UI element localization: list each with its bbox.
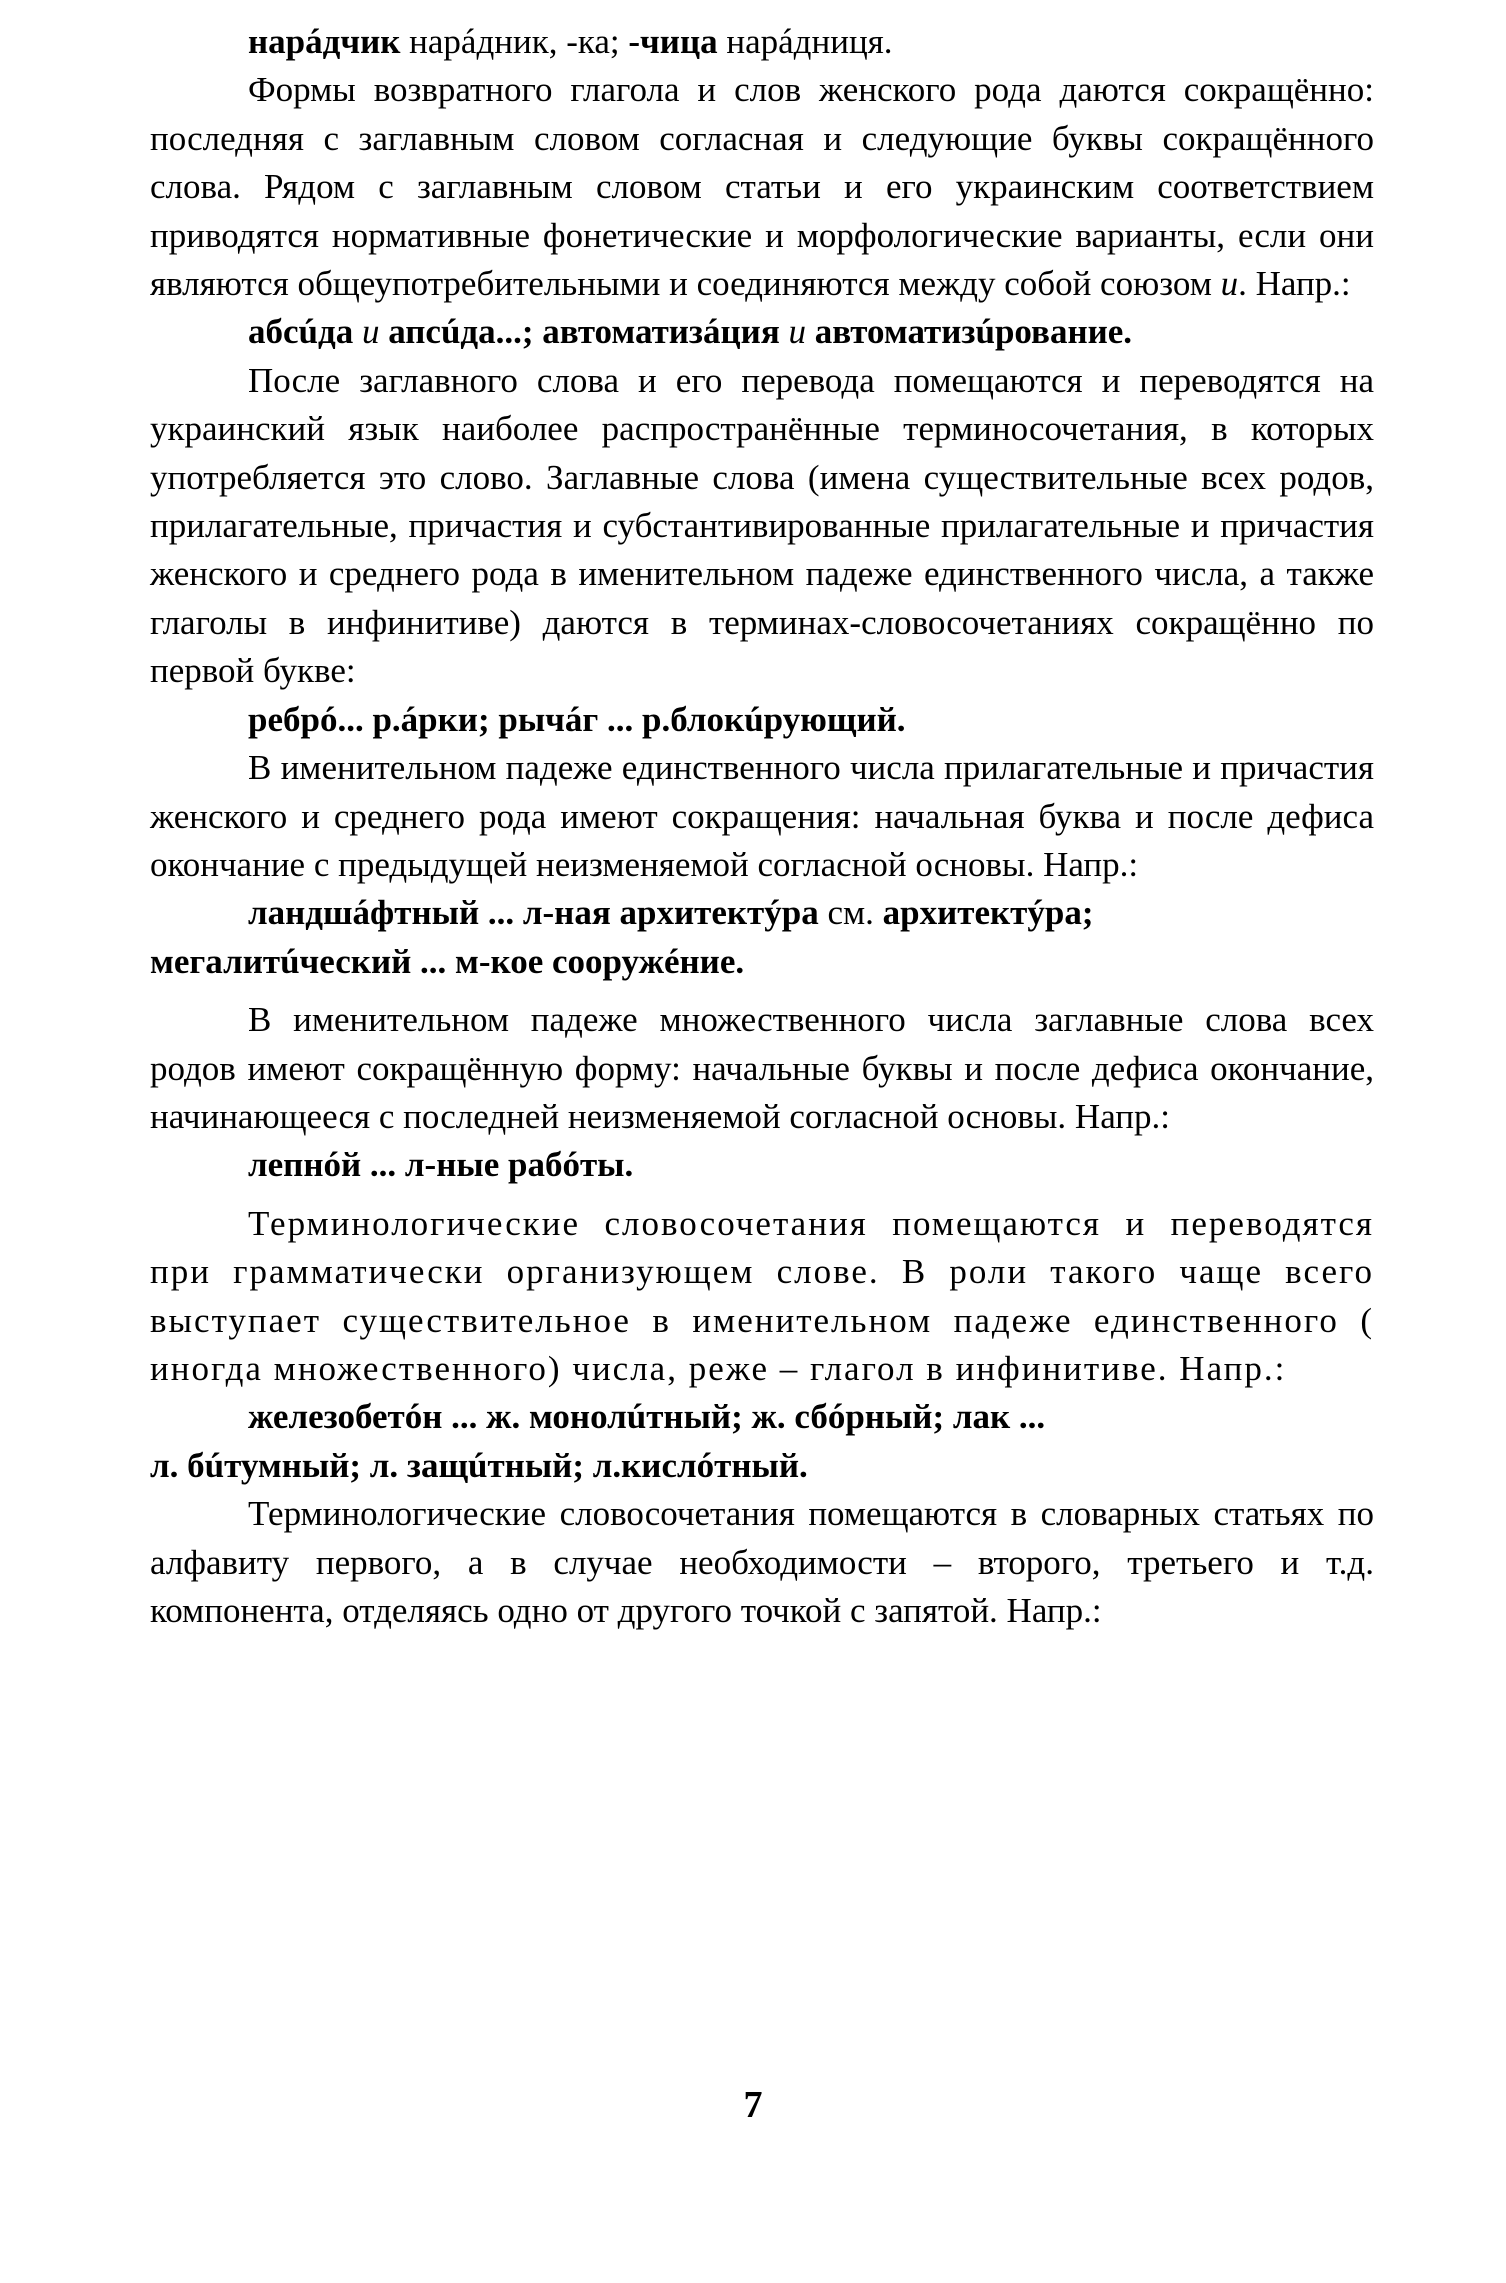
example-term: железобетóн ... ж. монолúтный; ж. сбóрный; лак ... bbox=[248, 1397, 1046, 1437]
paragraph-reflexive-forms bbox=[150, 66, 1374, 308]
italic-conjunction: и bbox=[1220, 264, 1239, 304]
paragraph-tail: . Напр.: bbox=[1238, 264, 1351, 304]
example-singular bbox=[150, 889, 1374, 937]
paragraph-text: Формы возвратного глагола и слов женского рода даются сокращённо: последняя с заглавным словом согласная и следующие буквы сокращённого слова. Рядом с заглавным словом статьи и его украинским соответствием приводятся нормативные фонетические и морфологические варианты, если они являются общеупотребительными и соединяются между собой союзом bbox=[150, 70, 1374, 304]
headword: нарáдчик bbox=[248, 22, 401, 61]
entry-example-line bbox=[150, 18, 1374, 66]
italic-conjunction: и bbox=[361, 312, 380, 352]
paragraph-alphabetical: Терминологические словосочетания помещаются в словарных статьях по алфавиту первого, а в случае необходимости – второго, третьего и т.д. компонента, отделяясь одно от другого точкой с запятой. Напр.: bbox=[150, 1494, 1374, 1630]
example-grammatical-cont bbox=[150, 1442, 1374, 1490]
translation-feminine: нарáдниця. bbox=[717, 22, 893, 61]
paragraph-plural-abbr: В именительном падеже множественного числа заглавные слова всех родов имеют сокращённую форму: начальные буквы и после дефиса окончание, начинающееся с последней неизменяемой согласной основы. Напр.: bbox=[150, 1000, 1374, 1136]
page-text bbox=[150, 18, 1374, 1635]
example-singular-cont bbox=[150, 938, 1374, 986]
translation: нарáдник, -ка; bbox=[400, 22, 629, 61]
example-term: ребрó... р.áрки; рычáг ... р.блокúрующий. bbox=[248, 699, 906, 739]
paragraph-grammatical-word: Терминологические словосочетания помещаются и переводятся при грамматически организующем слове. В роли такого чаще всего выступает существительное в именительном падеже единственного ( иногда множественного) числа, реже – глагол в инфинитиве. Напр.: bbox=[150, 1203, 1374, 1388]
example-term: ландшáфтный ... л-ная архитектýра bbox=[248, 893, 819, 933]
see-reference: см. bbox=[818, 893, 883, 933]
example-term: апсúда...; автоматизáция bbox=[379, 312, 789, 352]
example-term: лепнóй ... л-ные рабóты. bbox=[248, 1145, 634, 1185]
page-number: 7 bbox=[743, 2084, 763, 2126]
feminine-suffix: -чица bbox=[628, 22, 718, 61]
paragraph-term-combinations: После заглавного слова и его перевода помещаются и переводятся на украинский язык наиболее распространённые терминосочетания, в которых употребляется это слово. Заглавные слова (имена существительные всех родов, прилагательные, причастия и субстантивированные прилагательные и причастия женского и среднего рода в именительном падеже единственного числа, а также глаголы в инфинитиве) даются в терминах-словосочетаниях сокращённо по первой букве: bbox=[150, 360, 1374, 691]
example-plural bbox=[150, 1141, 1374, 1189]
example-variants bbox=[150, 308, 1374, 356]
example-term: архитектýра; bbox=[882, 893, 1094, 933]
paragraph-singular-abbr: В именительном падеже единственного числа прилагательные и причастия женского и среднего рода имеют сокращения: начальная буква и после дефиса окончание с предыдущей неизменяемой согласной основы. Напр.: bbox=[150, 748, 1374, 884]
example-term: автоматизúрование. bbox=[806, 312, 1133, 352]
example-grammatical bbox=[150, 1393, 1374, 1441]
example-term: абсúда bbox=[248, 312, 362, 352]
example-term: л. бúтумный; л. защúтный; л.кислóтный. bbox=[150, 1445, 808, 1485]
example-abbreviation bbox=[150, 696, 1374, 744]
italic-conjunction: и bbox=[788, 312, 807, 352]
example-term: мегалитúческий ... м-кое сооружéние. bbox=[150, 941, 745, 981]
